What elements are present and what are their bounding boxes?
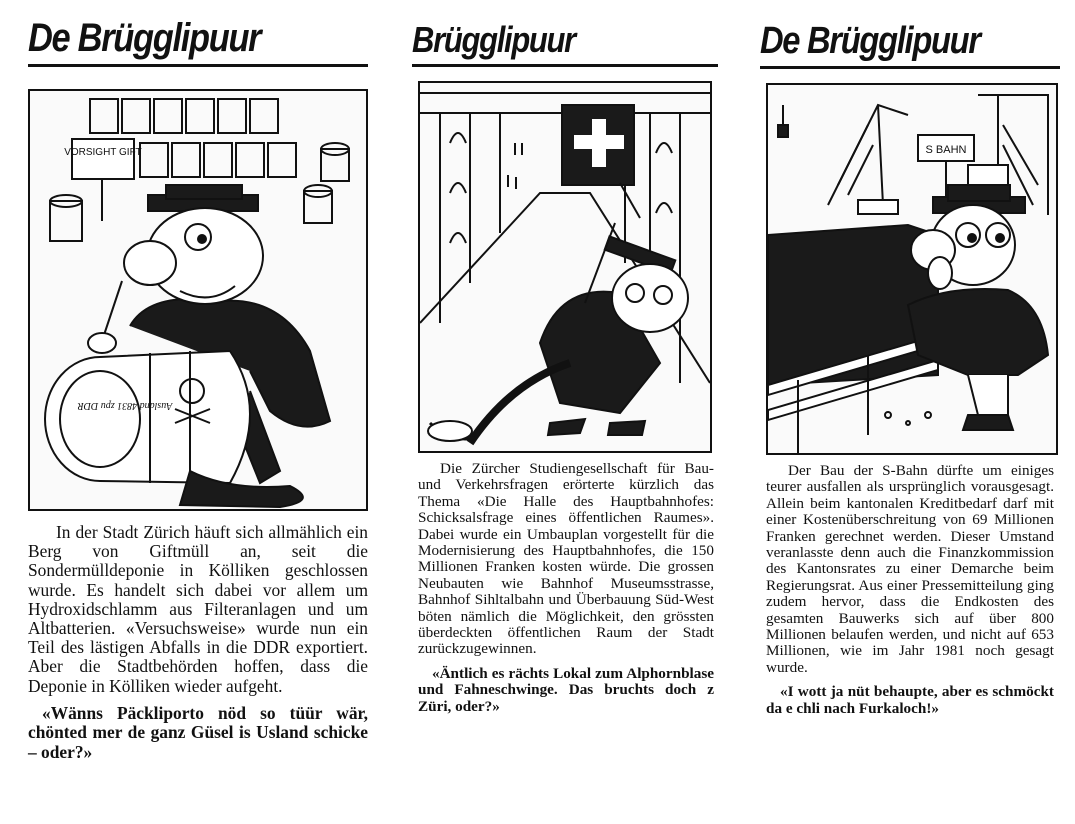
cartoon-drawing xyxy=(768,85,1056,453)
heading-rule xyxy=(412,64,718,67)
barrel-lettering: Ausland 4831 zpu DDR xyxy=(77,400,173,411)
cartoon-drawing xyxy=(420,83,710,451)
article-body: Der Bau der S-Bahn dürfte um einiges teurer ausfallen als ursprünglich vorausgesagt. Allein beim kantonalen Kreditbedarf darf mit einer Kostenüberschreitung von 69 Millionen Franken gerechnet werden. Dieser Umstand veranlasste denn auch die Finanzkommission des Kantonsrates zu einer Demarche beim Regierungsrat. Aus einer Pressemitteilung ging zudem hervor, dass die Endkosten des gesamten Bauwerks sich auf über 800 Millionen belaufen werden, und nicht auf 653 Millionen, wie im Jahr 1981 noch gesagt wurde. xyxy=(766,462,1054,676)
s-bahn-sign-text: S BAHN xyxy=(925,144,967,156)
cartoon-drawing xyxy=(30,91,366,509)
cartoon-s-bahn-construction xyxy=(766,83,1058,455)
column-heading: Brügglipuur xyxy=(412,19,575,60)
article-column-2 xyxy=(412,0,718,715)
article-column-3 xyxy=(760,0,1060,717)
heading-rule xyxy=(760,66,1060,69)
cartoon-station-hall xyxy=(418,81,712,453)
article-column-1 xyxy=(28,0,368,762)
column-heading: De Brügglipuur xyxy=(760,20,980,62)
cartoon-quote: «Äntlich es rächts Lokal zum Alphornblase und Fahneschwinge. Das bruchts doch z Züri, oder?» xyxy=(418,664,714,715)
cartoon-quote: «I wott ja nüt behaupte, aber es schmöckt da e chli nach Furkaloch!» xyxy=(766,683,1054,717)
article-body: Die Zürcher Studiengesellschaft für Bau- und Verkehrsfragen erörterte kürzlich das Thema «Die Halle des Hauptbahnhofes: Schicksalsfrage eines öffentlichen Raumes». Dabei wurde ein Umbauplan vorgestellt für die Modernisierung des Hauptbahnhofes, die 150 Millionen Franken kosten würde. Die grossen Neubauten wie Bahnhof Museumsstrasse, Bahnhof Sihltalbahn und Überbauung Süd-West böten nämlich die Möglichkeit, den grössten überdeckten öffentlichen Raum der Stadt zurückzugewinnen. xyxy=(418,460,714,658)
cartoon-quote: «Wänns Päckliporto nöd so tüür wär, chönted mer de ganz Güsel is Usland schicke – oder?» xyxy=(28,702,368,762)
heading-rule xyxy=(28,64,368,67)
column-heading: De Brügglipuur xyxy=(28,16,261,60)
article-body: In der Stadt Zürich häuft sich allmählich ein Berg von Giftmüll an, seit die Sondermülldeponie in Kölliken geschlossen wurde. Es handelt sich dabei vor allem um Hydroxidschlamm aus Filteranlagen und um Altbatterien. «Versuchsweise» wurde nun ein Teil des lästigen Abfalls in die DDR exportiert. Aber die Stadtbehörden hoffen, dass die Deponie in Kölliken wieder aufgeht. xyxy=(28,522,368,696)
cartoon-toxic-waste xyxy=(28,89,368,511)
warning-sign-text: VORSIGHT GIFT xyxy=(64,147,142,158)
